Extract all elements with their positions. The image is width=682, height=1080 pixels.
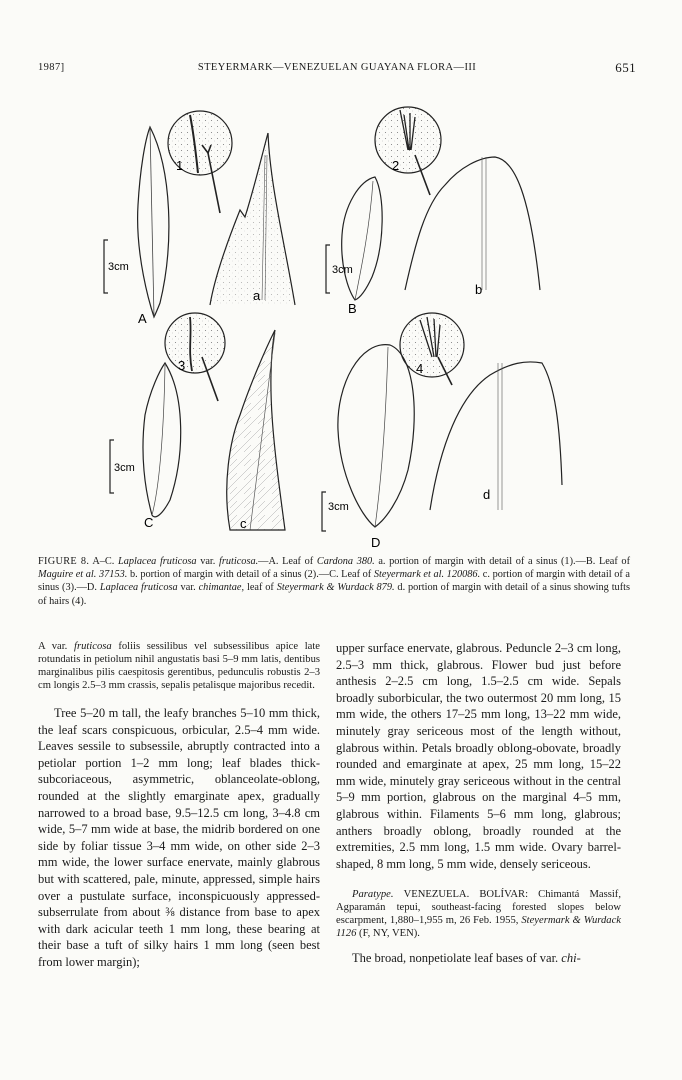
- last-paragraph: [336, 950, 621, 967]
- caption-text: var.: [177, 582, 199, 594]
- caption-taxon: fruticosa.: [218, 556, 259, 567]
- page-number: 651: [615, 60, 636, 75]
- panel-label-B: B: [348, 301, 357, 316]
- caption-taxon: Laplacea fruticosa: [99, 582, 178, 594]
- leaf-C: [143, 363, 181, 517]
- latin-taxon: fruticosa: [74, 641, 112, 652]
- panel-label-c: c: [240, 516, 247, 531]
- leaf-B: [342, 177, 382, 300]
- caption-text: leaf of: [244, 582, 277, 594]
- scale-label-C: 3cm: [114, 462, 135, 474]
- panel-label-A: A: [138, 311, 147, 326]
- inset-number-1: 1: [176, 158, 184, 173]
- right-column: [336, 640, 621, 967]
- description-text: Tree 5–20 m tall, the leafy branches 5–10 mm thick, the leaf scars conspicuous, orbicular, 2.5–4 mm wide. Leaves sessile to subsessile, abruptly contracted into a petiolar portion 1–2 mm long; leaf blades thick-subcoriaceous, asymmetric, oblanceolate-oblong, rounded at the slightly emarginate apex, gradually narrowed to a broad base, 9.5–12.5 cm long, 3–4.8 cm wide, 5–7 mm wide at base, the midrib bordered on one side by foliar tissue 3–4 mm wide, on other side 2–3 mm wide, the lower surface enervate, mainly glabrous but with scattered, pale, minute, appressed, simple hairs over a pustulate surface, inconspicuously appressed-subserrulate from about: [38, 706, 320, 920]
- leaf-D: [338, 345, 414, 527]
- inset-detail-3: [165, 313, 225, 401]
- caption-text: d. portion of margin with detail of a sinus showing tufts of hairs (4).: [38, 582, 631, 607]
- paratype-paragraph: [336, 888, 621, 940]
- scale-label-A: 3cm: [108, 261, 129, 273]
- paratype-herbaria: (F, NY, VEN).: [356, 928, 420, 940]
- figure-caption: [38, 555, 630, 608]
- header-year: 1987]: [38, 62, 65, 73]
- caption-specimen: Maguire et al. 37153.: [38, 569, 128, 581]
- scale-bar-C: [110, 440, 135, 493]
- left-column: [38, 640, 320, 971]
- panel-label-d: d: [483, 487, 491, 502]
- panel-label-b: b: [475, 282, 483, 297]
- running-header: [38, 60, 636, 76]
- description-text: distance from base to apex with dark acicular teeth 1 mm long, these bearing at their base a tuft of silky hairs 1 mm long (seen best from lower margin);: [38, 905, 320, 969]
- panel-label-a: a: [253, 288, 261, 303]
- caption-text: A–C.: [89, 556, 118, 567]
- caption-text: c. portion of margin with detail of a sinus (3).—D.: [38, 569, 631, 594]
- scale-label-B: 3cm: [332, 264, 353, 276]
- caption-text: b. portion of margin with detail of a sinus (2).—C. Leaf of: [127, 569, 374, 581]
- description-continued: upper surface enervate, glabrous. Peduncle 2–3 cm long, 2.5–3 mm thick, glabrous. Flower bud just before anthesis 2–2.5 cm long, 1.5–2.5 cm wide. Sepals broadly suborbicular, the two outermost 20 mm long, 15 mm wide, the others 17–25 mm long, 13–22 mm wide, minutely gray sericeous most of the length without, glabrous within. Petals broadly oblong-obovate, broadly rounded and emarginate at apex, 25 mm long, 15–22 mm wide, minutely gray sericeous without in the central 5–9 mm portion, glabrous on the marginal 4–5 mm, glabrous within. Filaments 5–6 mm long, glabrous; anthers broadly oblong, broadly rounded at the extremities, 2.5 mm long, 1.5 mm wide. Ovary barrel-shaped, 8 mm long, 5 mm wide, densely sericeous.: [336, 641, 621, 871]
- paratype-collectors: Steyermark & Wurdack 1126: [336, 915, 621, 940]
- caption-figure-number: FIGURE 8.: [38, 556, 90, 567]
- scale-label-D: 3cm: [328, 501, 349, 513]
- margin-portion-d: [430, 362, 562, 510]
- scale-bar-D: [322, 492, 349, 531]
- paratype-label: Paratype.: [352, 889, 394, 901]
- paratype-text: Chimantá Massif, Agparamán tepui, southeast-facing forested slopes below escarpment, 1,880–1,955 m, 26 Feb. 1955,: [336, 889, 621, 927]
- leaf-illustrations: [90, 95, 570, 550]
- margin-portion-b: [405, 157, 540, 290]
- fraction: ⅜: [165, 905, 175, 920]
- caption-text: var.: [196, 556, 219, 567]
- inset-number-2: 2: [392, 158, 400, 173]
- panel-label-C: C: [144, 515, 154, 530]
- caption-specimen: Steyermark & Wurdack 879.: [276, 582, 395, 594]
- caption-taxon: Laplacea fruticosa: [117, 556, 197, 567]
- inset-number-3: 3: [178, 358, 186, 373]
- latin-text: foliis sessilibus vel subsessilibus apice late rotundatis in petiolum nihil angustatis basi 5–9 mm latis, dentibus marginalibus pilis caespitosis gerentibus, pedunculis robustis 2–3 cm longis 2.5–3 mm crassis, sepalis petalisque majoribus recedit.: [38, 641, 320, 691]
- caption-specimen: Steyermark et al. 120086.: [373, 569, 481, 581]
- botanical-figure: [90, 95, 570, 550]
- leaf-A: [138, 127, 169, 317]
- caption-text: —A. Leaf of: [258, 556, 317, 567]
- caption-text: a. portion of margin with detail of a sinus (1).—B. Leaf of: [374, 556, 631, 567]
- scale-bar-A: [104, 240, 129, 293]
- last-taxon: chi-: [561, 951, 581, 966]
- inset-detail-2: [375, 107, 441, 195]
- paratype-country: VENEZUELA. BOLÍVAR:: [403, 889, 529, 901]
- panel-label-D: D: [371, 535, 381, 550]
- description-paragraph: [38, 705, 320, 971]
- latin-diagnosis: [38, 640, 320, 692]
- inset-number-4: 4: [416, 361, 424, 376]
- caption-taxon: chimantae,: [198, 582, 245, 594]
- running-title: STEYERMARK—VENEZUELAN GUAYANA FLORA—III: [197, 62, 477, 73]
- last-text: The broad, nonpetiolate leaf bases of var.: [352, 951, 562, 966]
- caption-specimen: Cardona 380.: [316, 556, 375, 567]
- inset-detail-1: [168, 111, 232, 213]
- latin-text: A var.: [38, 641, 74, 652]
- margin-portion-c: [227, 330, 285, 530]
